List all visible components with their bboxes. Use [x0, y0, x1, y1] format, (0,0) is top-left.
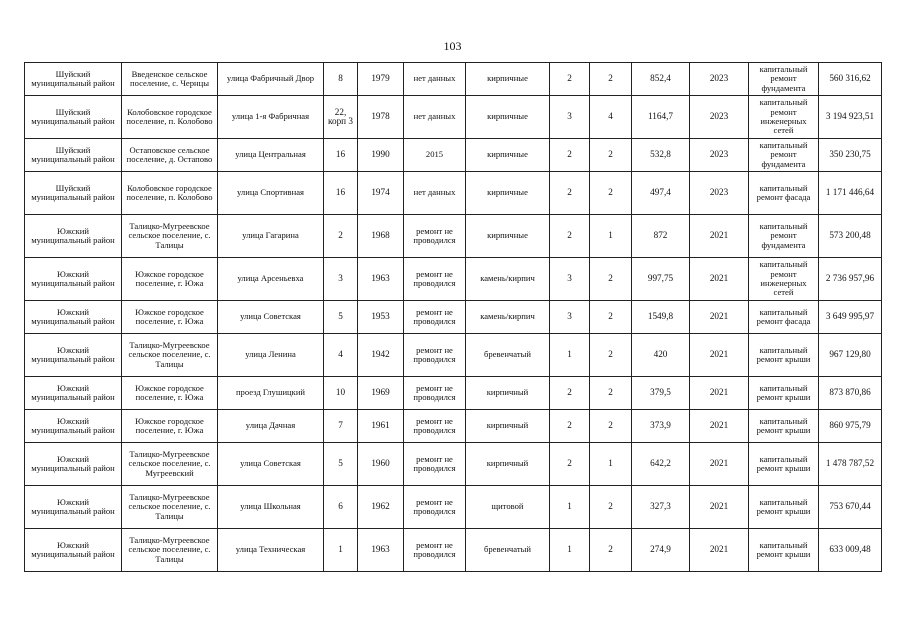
cell-area: 420 [632, 334, 690, 377]
cell-plan-year: 2023 [690, 139, 749, 172]
cell-material: щитовой [466, 486, 550, 529]
cell-floors: 3 [550, 96, 590, 139]
cell-work-type: капитальный ремонт инженерных сетей [749, 258, 819, 301]
cell-floors: 2 [550, 139, 590, 172]
cell-material: кирпичные [466, 63, 550, 96]
cell-work-type: капитальный ремонт фундамента [749, 215, 819, 258]
table-row [25, 258, 882, 301]
cell-last-repair: ремонт не проводился [404, 529, 466, 572]
cell-cost: 2 736 957,96 [819, 258, 882, 301]
cell-entrances: 2 [590, 172, 632, 215]
cell-work-type: капитальный ремонт крыши [749, 529, 819, 572]
cell-last-repair: ремонт не проводился [404, 301, 466, 334]
table-row [25, 172, 882, 215]
cell-street: улица Спортивная [218, 172, 324, 215]
cell-year-built: 1968 [358, 215, 404, 258]
cell-area: 274,9 [632, 529, 690, 572]
cell-year-built: 1990 [358, 139, 404, 172]
cell-settlement: Талицко-Мугреевское сельское поселение, с. Мугреевский [122, 443, 218, 486]
cell-material: кирпичные [466, 172, 550, 215]
cell-settlement: Введенское сельское поселение, с. Чернцы [122, 63, 218, 96]
cell-house: 16 [324, 172, 358, 215]
table-row [25, 377, 882, 410]
cell-material: кирпичные [466, 215, 550, 258]
cell-area: 379,5 [632, 377, 690, 410]
cell-area: 642,2 [632, 443, 690, 486]
cell-district: Южский муниципальный район [25, 410, 122, 443]
cell-plan-year: 2021 [690, 377, 749, 410]
cell-street: улица Советская [218, 301, 324, 334]
cell-year-built: 1961 [358, 410, 404, 443]
cell-year-built: 1963 [358, 258, 404, 301]
cell-floors: 2 [550, 215, 590, 258]
cell-entrances: 2 [590, 63, 632, 96]
cell-settlement: Остаповское сельское поселение, д. Остапово [122, 139, 218, 172]
cell-year-built: 1963 [358, 529, 404, 572]
table-row [25, 486, 882, 529]
cell-year-built: 1974 [358, 172, 404, 215]
cell-material: камень/кирпич [466, 301, 550, 334]
cell-cost: 1 478 787,52 [819, 443, 882, 486]
cell-work-type: капитальный ремонт фундамента [749, 63, 819, 96]
cell-street: проезд Глушицкий [218, 377, 324, 410]
cell-area: 327,3 [632, 486, 690, 529]
table-row [25, 443, 882, 486]
cell-plan-year: 2021 [690, 410, 749, 443]
cell-last-repair: ремонт не проводился [404, 377, 466, 410]
table-row [25, 529, 882, 572]
table-row [25, 139, 882, 172]
cell-settlement: Южское городское поселение, г. Южа [122, 301, 218, 334]
cell-area: 497,4 [632, 172, 690, 215]
cell-floors: 2 [550, 443, 590, 486]
cell-district: Южский муниципальный район [25, 443, 122, 486]
cell-area: 1164,7 [632, 96, 690, 139]
table-body [25, 63, 882, 572]
cell-plan-year: 2021 [690, 486, 749, 529]
cell-house: 6 [324, 486, 358, 529]
repair-program-table [24, 62, 882, 572]
cell-district: Южский муниципальный район [25, 301, 122, 334]
cell-district: Южский муниципальный район [25, 258, 122, 301]
cell-year-built: 1962 [358, 486, 404, 529]
cell-material: камень/кирпич [466, 258, 550, 301]
cell-entrances: 2 [590, 410, 632, 443]
cell-house: 10 [324, 377, 358, 410]
cell-work-type: капитальный ремонт крыши [749, 486, 819, 529]
cell-work-type: капитальный ремонт инженерных сетей [749, 96, 819, 139]
cell-last-repair: ремонт не проводился [404, 215, 466, 258]
cell-last-repair: нет данных [404, 172, 466, 215]
cell-district: Шуйский муниципальный район [25, 172, 122, 215]
cell-plan-year: 2023 [690, 63, 749, 96]
cell-work-type: капитальный ремонт крыши [749, 334, 819, 377]
table-row [25, 334, 882, 377]
cell-street: улица Центральная [218, 139, 324, 172]
cell-work-type: капитальный ремонт фасада [749, 172, 819, 215]
cell-work-type: капитальный ремонт крыши [749, 443, 819, 486]
cell-plan-year: 2023 [690, 96, 749, 139]
cell-work-type: капитальный ремонт крыши [749, 410, 819, 443]
cell-district: Шуйский муниципальный район [25, 63, 122, 96]
cell-work-type: капитальный ремонт фундамента [749, 139, 819, 172]
table-row [25, 410, 882, 443]
cell-entrances: 2 [590, 334, 632, 377]
cell-cost: 350 230,75 [819, 139, 882, 172]
cell-material: кирпичный [466, 377, 550, 410]
cell-cost: 1 171 446,64 [819, 172, 882, 215]
cell-entrances: 1 [590, 215, 632, 258]
cell-last-repair: нет данных [404, 63, 466, 96]
cell-district: Южский муниципальный район [25, 529, 122, 572]
cell-district: Шуйский муниципальный район [25, 96, 122, 139]
cell-area: 997,75 [632, 258, 690, 301]
cell-settlement: Колобовское городское поселение, п. Колобово [122, 96, 218, 139]
cell-cost: 873 870,86 [819, 377, 882, 410]
cell-cost: 633 009,48 [819, 529, 882, 572]
cell-area: 373,9 [632, 410, 690, 443]
cell-house: 7 [324, 410, 358, 443]
cell-house: 22, корп 3 [324, 96, 358, 139]
cell-area: 852,4 [632, 63, 690, 96]
cell-cost: 753 670,44 [819, 486, 882, 529]
table-row [25, 96, 882, 139]
cell-last-repair: ремонт не проводился [404, 258, 466, 301]
cell-last-repair: ремонт не проводился [404, 334, 466, 377]
cell-plan-year: 2021 [690, 215, 749, 258]
cell-entrances: 2 [590, 258, 632, 301]
cell-work-type: капитальный ремонт фасада [749, 301, 819, 334]
cell-material: бревенчатый [466, 334, 550, 377]
cell-cost: 967 129,80 [819, 334, 882, 377]
cell-settlement: Талицко-Мугреевское сельское поселение, с. Талицы [122, 334, 218, 377]
cell-floors: 3 [550, 258, 590, 301]
cell-material: кирпичные [466, 96, 550, 139]
cell-floors: 2 [550, 377, 590, 410]
table-row [25, 301, 882, 334]
cell-last-repair: нет данных [404, 96, 466, 139]
cell-plan-year: 2021 [690, 529, 749, 572]
cell-settlement: Колобовское городское поселение, п. Колобово [122, 172, 218, 215]
cell-street: улица 1-я Фабричная [218, 96, 324, 139]
cell-settlement: Талицко-Мугреевское сельское поселение, с. Талицы [122, 529, 218, 572]
cell-house: 16 [324, 139, 358, 172]
cell-floors: 1 [550, 529, 590, 572]
cell-material: кирпичный [466, 410, 550, 443]
cell-street: улица Дачная [218, 410, 324, 443]
cell-last-repair: 2015 [404, 139, 466, 172]
cell-material: кирпичные [466, 139, 550, 172]
cell-plan-year: 2021 [690, 443, 749, 486]
cell-area: 1549,8 [632, 301, 690, 334]
cell-cost: 560 316,62 [819, 63, 882, 96]
cell-floors: 1 [550, 334, 590, 377]
cell-floors: 3 [550, 301, 590, 334]
cell-floors: 2 [550, 410, 590, 443]
cell-entrances: 2 [590, 529, 632, 572]
cell-house: 5 [324, 443, 358, 486]
cell-house: 8 [324, 63, 358, 96]
cell-entrances: 2 [590, 377, 632, 410]
cell-floors: 2 [550, 172, 590, 215]
cell-cost: 3 194 923,51 [819, 96, 882, 139]
cell-plan-year: 2021 [690, 334, 749, 377]
cell-street: улица Арсеньевха [218, 258, 324, 301]
cell-street: улица Советская [218, 443, 324, 486]
cell-year-built: 1978 [358, 96, 404, 139]
cell-settlement: Талицко-Мугреевское сельское поселение, с. Талицы [122, 486, 218, 529]
cell-district: Южский муниципальный район [25, 215, 122, 258]
cell-area: 872 [632, 215, 690, 258]
cell-district: Шуйский муниципальный район [25, 139, 122, 172]
cell-street: улица Гагарина [218, 215, 324, 258]
cell-plan-year: 2023 [690, 172, 749, 215]
cell-material: кирпичный [466, 443, 550, 486]
cell-settlement: Южское городское поселение, г. Южа [122, 377, 218, 410]
cell-house: 5 [324, 301, 358, 334]
cell-floors: 1 [550, 486, 590, 529]
table-row [25, 63, 882, 96]
cell-settlement: Талицко-Мугреевское сельское поселение, с. Талицы [122, 215, 218, 258]
cell-year-built: 1942 [358, 334, 404, 377]
cell-street: улица Техническая [218, 529, 324, 572]
cell-cost: 3 649 995,97 [819, 301, 882, 334]
cell-last-repair: ремонт не проводился [404, 410, 466, 443]
cell-floors: 2 [550, 63, 590, 96]
cell-year-built: 1979 [358, 63, 404, 96]
page-number: 103 [443, 39, 462, 53]
cell-cost: 573 200,48 [819, 215, 882, 258]
cell-house: 2 [324, 215, 358, 258]
cell-street: улица Школьная [218, 486, 324, 529]
cell-street: улица Ленина [218, 334, 324, 377]
cell-district: Южский муниципальный район [25, 334, 122, 377]
cell-area: 532,8 [632, 139, 690, 172]
cell-work-type: капитальный ремонт крыши [749, 377, 819, 410]
cell-plan-year: 2021 [690, 258, 749, 301]
cell-house: 3 [324, 258, 358, 301]
table-row [25, 215, 882, 258]
cell-settlement: Южское городское поселение, г. Южа [122, 410, 218, 443]
cell-house: 4 [324, 334, 358, 377]
cell-plan-year: 2021 [690, 301, 749, 334]
cell-entrances: 4 [590, 96, 632, 139]
cell-year-built: 1960 [358, 443, 404, 486]
cell-street: улица Фабричный Двор [218, 63, 324, 96]
cell-house: 1 [324, 529, 358, 572]
cell-last-repair: ремонт не проводился [404, 443, 466, 486]
cell-settlement: Южское городское поселение, г. Южа [122, 258, 218, 301]
cell-last-repair: ремонт не проводился [404, 486, 466, 529]
cell-cost: 860 975,79 [819, 410, 882, 443]
cell-year-built: 1953 [358, 301, 404, 334]
cell-entrances: 2 [590, 486, 632, 529]
cell-district: Южский муниципальный район [25, 377, 122, 410]
cell-entrances: 2 [590, 301, 632, 334]
cell-year-built: 1969 [358, 377, 404, 410]
cell-district: Южский муниципальный район [25, 486, 122, 529]
cell-material: бревенчатый [466, 529, 550, 572]
cell-entrances: 1 [590, 443, 632, 486]
cell-entrances: 2 [590, 139, 632, 172]
